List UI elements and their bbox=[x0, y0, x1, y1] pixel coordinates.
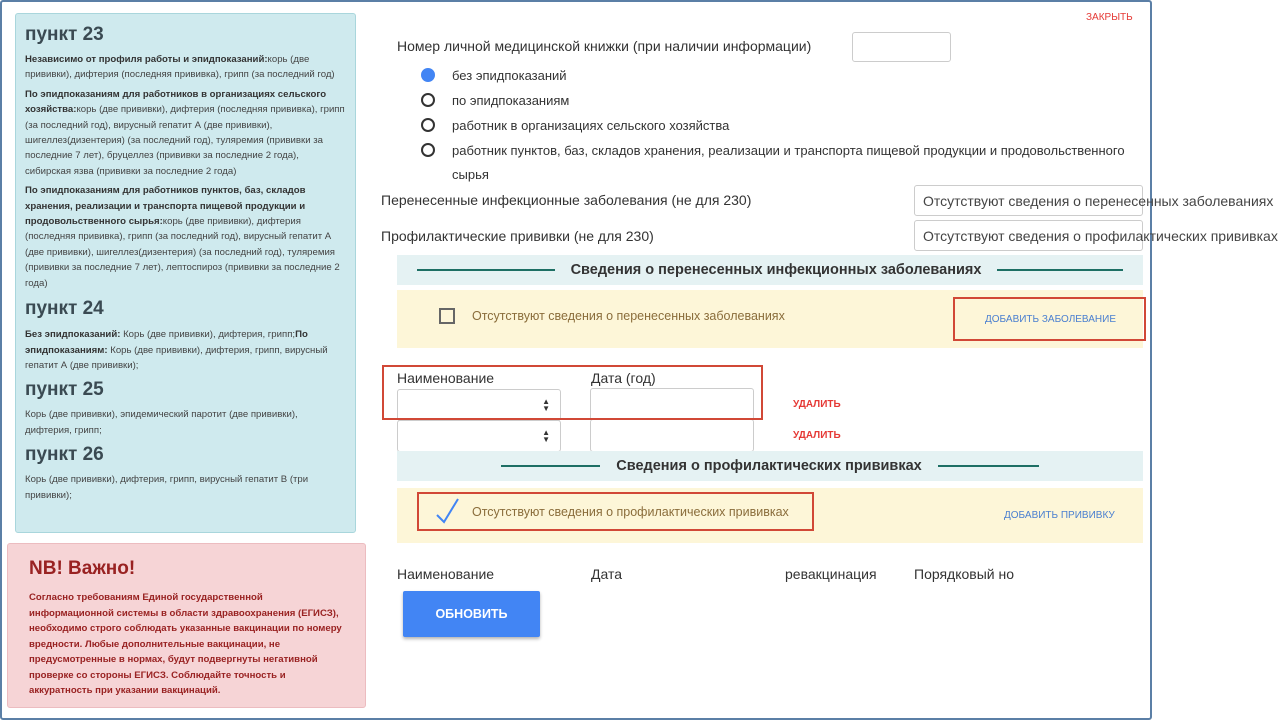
vaccine-order-column: Порядковый но bbox=[914, 566, 1015, 582]
point-23-agriculture: По эпидпоказаниям для работников в организациях сельского хозяйства:корь (две прививки), дифтерия (последняя прививка), грипп (за последний год), вирусный гепатит А (две прививки), шигеллез(дизентерия) (за последний год), туляремия (прививки за последние 7 лет), бруцеллез (прививки за последние 2 года), сибирская язва (прививки за последние 2 года) bbox=[25, 88, 345, 177]
radio-food-storage-label-cont: сырья bbox=[452, 167, 489, 182]
divider bbox=[938, 465, 1039, 467]
important-note-text: Согласно требованиям Единой государственной информационной системы в области здравоохранения (ЕГИСЗ), необходимо строго соблюдать указанные вакцинации по номеру вредности. Любые дополнительные вакцинации, не предусмотренные в нормах, будут подвергнуты негативной проверке со стороны ЕГИСЗ. Соблюдайте точность и аккуратность при указании вакцинаций. bbox=[29, 592, 342, 696]
point-25-text: Корь (две прививки), эпидемический паротит (две прививки), дифтерия, грипп; bbox=[25, 409, 298, 436]
add-disease-button[interactable]: ДОБАВИТЬ ЗАБОЛЕВАНИЕ bbox=[985, 314, 1117, 325]
vaccines-section-header: Сведения о профилактических прививках bbox=[397, 451, 1143, 481]
point-24-title: пункт 24 bbox=[25, 298, 104, 320]
diseases-section-header: Сведения о перенесенных инфекционных заболеваниях bbox=[397, 255, 1143, 285]
disease-name-column: Наименование bbox=[397, 370, 495, 386]
highlight-disease-row bbox=[382, 365, 763, 420]
disease-name-select[interactable] bbox=[397, 420, 561, 452]
point-24-text: Без эпидпоказаний: Корь (две прививки), дифтерия, грипп;По эпидпоказаниям: Корь (две прививки), дифтерия, грипп, вирусный гепатит А (две прививки); bbox=[25, 329, 328, 371]
vaccine-name-column: Наименование bbox=[397, 566, 495, 582]
diseases-input[interactable]: Отсутствуют сведения о перенесенных заболеваниях bbox=[914, 185, 1143, 216]
vaccine-revaccination-column: ревакцинация bbox=[785, 566, 877, 582]
med-book-input[interactable] bbox=[852, 32, 951, 62]
radio-no-epid[interactable]: без эпидпоказаний bbox=[421, 65, 567, 85]
radio-epid[interactable]: по эпидпоказаниям bbox=[421, 90, 569, 110]
highlight-vaccines-absent bbox=[417, 492, 814, 531]
radio-icon[interactable] bbox=[421, 143, 435, 157]
point-25-title: пункт 25 bbox=[25, 379, 104, 401]
divider bbox=[501, 465, 600, 467]
point-23-food: По эпидпоказаниям для работников пунктов, баз, складов хранения, реализации и транспорта пищевой продукции и продовольственного сырья:корь (две прививки), дифтерия (последняя прививка), грипп (за последний год), вирусный гепатит А (две прививки), шигеллез(дизентерия) (за последний год), туляремия (прививки за последние 7 лет), лептоспироз (прививки за последние 2 года) bbox=[25, 185, 340, 289]
vaccines-label: Профилактические прививки (не для 230) bbox=[381, 228, 654, 244]
important-note-title: NB! Важно! bbox=[29, 558, 136, 579]
point-23-general: Независимо от профиля работы и эпидпоказаний:корь (две прививки), дифтерия (последняя прививка), грипп (за последний год) bbox=[25, 54, 335, 81]
select-arrows-icon: ▲ ▼ bbox=[542, 397, 550, 413]
radio-icon[interactable] bbox=[421, 93, 435, 107]
radio-checked-icon[interactable] bbox=[421, 68, 435, 82]
diseases-absent-checkbox[interactable] bbox=[439, 308, 455, 324]
radio-icon[interactable] bbox=[421, 118, 435, 132]
disease-date-input[interactable] bbox=[590, 419, 754, 452]
point-26-text: Корь (две прививки), дифтерия, грипп, вирусный гепатит В (три прививки); bbox=[25, 474, 309, 501]
radio-food-storage[interactable]: работник пунктов, баз, складов хранения, реализации и транспорта пищевой продукции и продовольственного bbox=[421, 140, 1125, 160]
point-23-title: пункт 23 bbox=[25, 24, 104, 45]
add-vaccine-button[interactable]: ДОБАВИТЬ ПРИВИВКУ bbox=[1004, 510, 1115, 521]
radio-agriculture[interactable]: работник в организациях сельского хозяйства bbox=[421, 115, 729, 135]
divider bbox=[417, 269, 555, 271]
disease-date-column: Дата (год) bbox=[591, 370, 656, 386]
close-link[interactable]: ЗАКРЫТЬ bbox=[1086, 12, 1133, 23]
important-note-panel bbox=[7, 543, 366, 708]
med-book-label: Номер личной медицинской книжки (при наличии информации) bbox=[397, 38, 812, 54]
info-panel bbox=[15, 13, 356, 533]
vaccines-absent-label: Отсутствуют сведения о профилактических прививках bbox=[472, 505, 789, 519]
point-26-title: пункт 26 bbox=[25, 444, 104, 466]
update-button[interactable]: ОБНОВИТЬ bbox=[403, 591, 540, 637]
select-arrows-icon: ▲ ▼ bbox=[542, 428, 550, 444]
divider bbox=[997, 269, 1123, 271]
diseases-label: Перенесенные инфекционные заболевания (не для 230) bbox=[381, 192, 752, 208]
delete-disease-button[interactable]: УДАЛИТЬ bbox=[793, 430, 841, 441]
delete-disease-button[interactable]: УДАЛИТЬ bbox=[793, 399, 841, 410]
vaccine-date-column: Дата bbox=[591, 566, 623, 582]
vaccines-input[interactable]: Отсутствуют сведения о профилактических прививках bbox=[914, 220, 1143, 251]
diseases-absent-label: Отсутствуют сведения о перенесенных заболеваниях bbox=[472, 309, 785, 323]
